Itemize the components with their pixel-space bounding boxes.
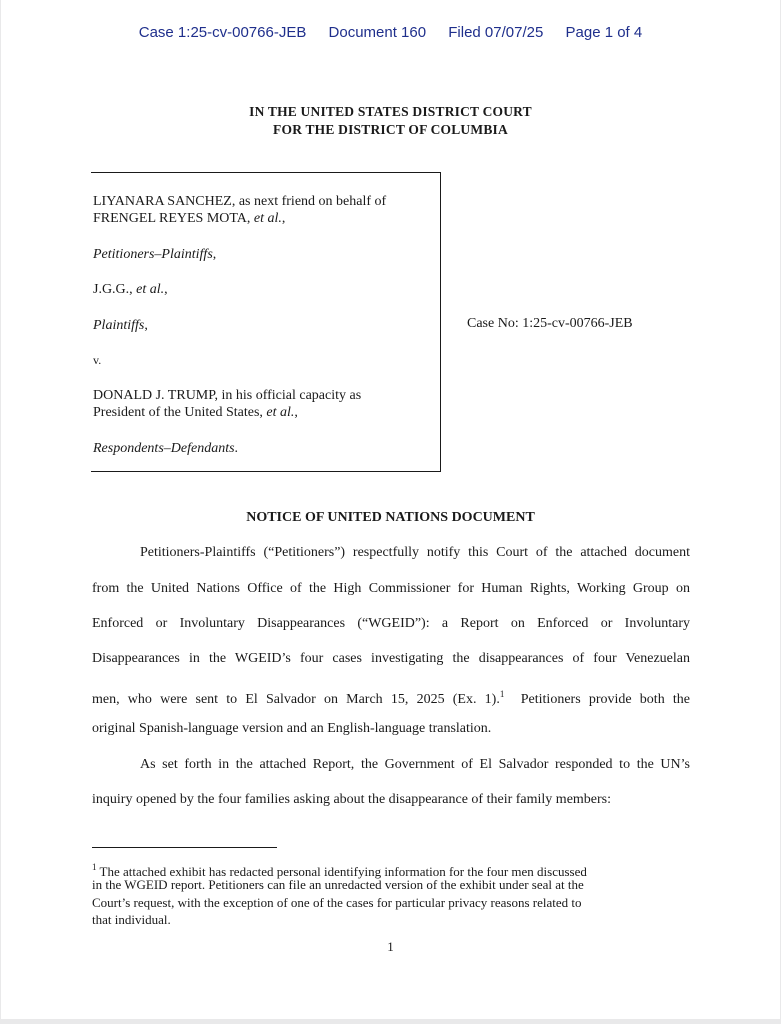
paragraph2-line2: inquiry opened by the four families asking about the disappearance of their family members: [92, 792, 612, 807]
caption-party1-role-comma: , [212, 247, 217, 262]
paragraph1-line2: from the United Nations Office of the High Commissioner for Human Rights, Working Group on [92, 581, 690, 596]
caption-party1-etal: et al. [253, 211, 282, 226]
court-title [1, 103, 780, 139]
page-number: 1 [387, 939, 394, 954]
header-case-number: Case 1:25-cv-00766-JEB [138, 24, 307, 41]
notice-title: NOTICE OF UNITED NATIONS DOCUMENT [246, 510, 535, 525]
footnote-line4: that individual. [92, 912, 171, 927]
caption-party1-role [93, 246, 216, 263]
footnote-marker: 1 [92, 862, 97, 872]
court-title-line2: FOR THE DISTRICT OF COLUMBIA [273, 122, 508, 137]
caption-party2-name: J.G.G., [93, 282, 137, 297]
paragraph1-line1: Petitioners-Plaintiffs (“Petitioners”) respectfully notify this Court of the attached document [140, 545, 690, 560]
footnote-separator [92, 847, 277, 848]
footnote-line2: in the WGEID report. Petitioners can file an unredacted version of the exhibit under seal at the [92, 877, 584, 892]
caption-party1-line1: LIYANARA SANCHEZ, as next friend on behalf of [93, 194, 387, 209]
paragraph1-line4: Disappearances in the WGEID’s four cases investigating the disappearances of four Venezuelan [92, 651, 690, 666]
court-title-line1: IN THE UNITED STATES DISTRICT COURT [249, 104, 532, 119]
caption-party2-role-text: Plaintiffs [93, 318, 145, 333]
caption-party2-role-comma: , [144, 318, 148, 333]
caption-party2-comma: , [164, 282, 168, 297]
caption-party3-comma: , [294, 405, 298, 420]
header-document-number: Document 160 [328, 24, 427, 41]
caption-party3-line2 [93, 404, 298, 421]
header-filed-date: Filed 07/07/25 [448, 24, 544, 41]
paragraph1-line5 [92, 685, 690, 709]
ecf-header-stamp [1, 24, 780, 41]
header-page-count: Page 1 of 4 [565, 24, 643, 41]
caption-party1-role-text: Petitioners–Plaintiffs [93, 247, 213, 262]
paragraph2-line1: As set forth in the attached Report, the Government of El Salvador responded to the UN’s [140, 757, 690, 772]
caption-party1-comma: , [281, 211, 286, 226]
paragraph1-line5-rest: Petitioners provide both the [504, 692, 690, 707]
caption-party3-line1: DONALD J. TRUMP, in his official capacity as [93, 388, 362, 403]
case-number: Case No: 1:25-cv-00766-JEB [467, 316, 633, 331]
footnote-line3: Court’s request, with the exception of one of the cases for particular privacy reasons related to [92, 895, 582, 910]
case-caption-box [91, 172, 441, 472]
caption-party2 [93, 281, 168, 298]
caption-party2-role [93, 317, 148, 334]
footnote-reference: 1 [499, 689, 505, 699]
caption-party1-line2 [93, 210, 285, 227]
paragraph1-line6: original Spanish-language version and an English-language translation. [92, 721, 492, 736]
caption-party3-etal: et al. [266, 405, 295, 420]
paragraph1-line3: Enforced or Involuntary Disappearances (“WGEID”): a Report on Enforced or Involuntary [92, 616, 690, 631]
caption-party3-role-period: . [234, 441, 239, 456]
caption-party3-role [93, 440, 238, 457]
caption-party3-role-text: Respondents–Defendants [93, 441, 235, 456]
paragraph1-line5-text: men, who were sent to El Salvador on March 15, 2025 (Ex. 1). [92, 692, 500, 707]
caption-versus: v. [93, 353, 102, 367]
document-page [1, 0, 780, 1019]
caption-party2-etal: et al. [136, 282, 165, 297]
caption-party3-title: President of the United States, [93, 405, 267, 420]
caption-party1-name: FRENGEL REYES MOTA, [93, 211, 254, 226]
footnote-line1-text: The attached exhibit has redacted personal identifying information for the four men discussed [96, 864, 587, 879]
